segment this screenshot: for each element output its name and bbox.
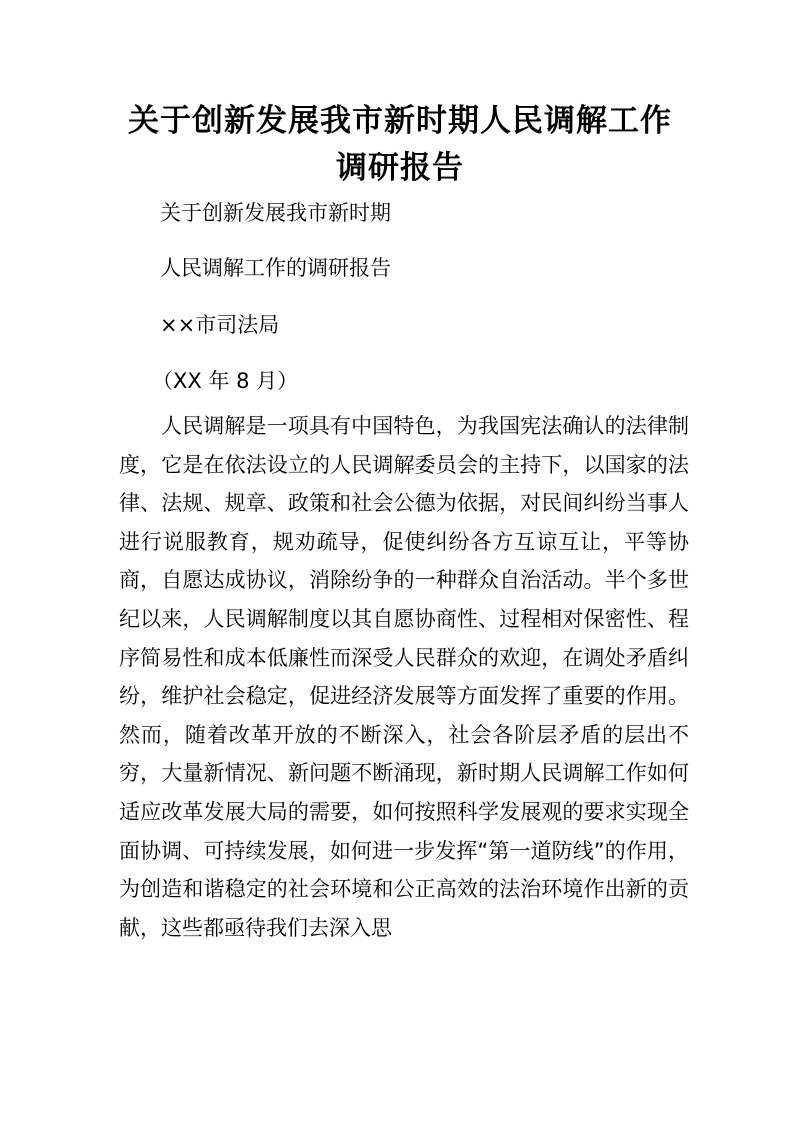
document-title: 关于创新发展我市新时期人民调解工作调研报告 — [128, 103, 672, 186]
body-paragraph: 人民调解是一项具有中国特色，为我国宪法确认的法律制度，它是在依法设立的人民调解委员会的主持下，以国家的法律、法规、规章、政策和社会公德为依据，对民间纠纷当事人进行说服教育，规劝疏导，促使纠纷各方互谅互让，平等协商，自愿达成协议，消除纷争的一种群众自治活动。半个多世纪以来，人民调解制度以其自愿协商性、过程相对保密性、程序简易性和成本低廉性而深受人民群众的欢迎，在调处矛盾纠纷，维护社会稳定，促进经济发展等方面发挥了重要的作用。然而，随着改革开放的不断深入，社会各阶层矛盾的层出不穷，大量新情况、新问题不断涌现，新时期人民调解工作如何适应改革发展大局的需要，如何按照科学发展观的要求实现全面协调、可持续发展，如何进一步发挥“第一道防线”的作用，为创造和谐稳定的社会环境和公正高效的法治环境作出新的贡献，这些都亟待我们去深入思 — [119, 414, 689, 940]
subtitle-line-2: 人民调解工作的调研报告 — [160, 256, 391, 280]
subtitle-line-1: 关于创新发展我市新时期 — [160, 201, 391, 225]
author-line: ××市司法局 — [160, 313, 280, 337]
date-line: （XX 年 8 月） — [152, 369, 299, 393]
